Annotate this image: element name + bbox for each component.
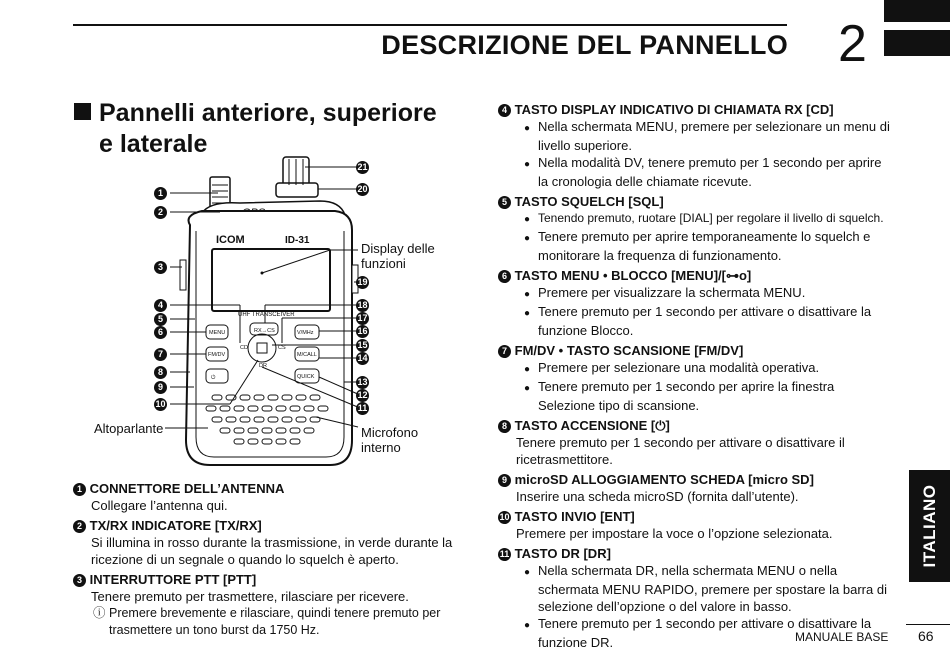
page-title: DESCRIZIONE DEL PANNELLO xyxy=(381,30,788,60)
model-label: ID-31 xyxy=(285,235,310,246)
callout-15: 15 xyxy=(357,340,368,350)
number-1-icon: 1 xyxy=(73,483,86,496)
item-4: 4 TASTO DISPLAY INDICATIVO DI CHIAMATA RX [CD] ● Nella schermata MENU, premere per selezionare un menu di livello superiore. ● Nella modalità DV, tenere premuto per 1 secondo per aprire la cronologia delle chiamate ricevute. xyxy=(498,101,893,190)
section-square-icon xyxy=(74,103,91,120)
callout-1: 1 xyxy=(154,187,167,200)
svg-text:M/CALL: M/CALL xyxy=(297,352,317,358)
number-4-icon: 4 xyxy=(498,104,511,117)
band-label: UHF TRANSCEIVER xyxy=(238,312,295,318)
svg-text:V/MHz: V/MHz xyxy=(297,330,314,336)
callout-3: 3 xyxy=(154,261,167,274)
callout-8: 8 xyxy=(154,366,167,379)
callout-21: 21 xyxy=(357,162,368,172)
info-note: ⓘ Premere brevemente e rilasciare, quindi tenere premuto per trasmettere un tono burst da 1750 Hz. xyxy=(93,606,441,637)
radio-figure xyxy=(90,155,450,470)
info-icon: ⓘ xyxy=(93,606,109,620)
svg-text:QUICK: QUICK xyxy=(297,374,315,380)
svg-text:RX→CS: RX→CS xyxy=(254,328,275,334)
item-1: 1 CONNETTORE DELL’ANTENNA Collegare l’antenna qui. xyxy=(73,480,463,514)
item-9: 9 microSD ALLOGGIAMENTO SCHEDA [micro SD] Inserire una scheda microSD (fornita dall’utente). xyxy=(498,471,893,505)
speaker-label: Altoparlante xyxy=(94,421,164,436)
callout-20: 20 xyxy=(357,184,368,194)
number-9-icon: 9 xyxy=(498,474,511,487)
callout-6: 6 xyxy=(154,326,167,339)
svg-text:DR: DR xyxy=(259,363,267,369)
item-6: 6 TASTO MENU • BLOCCO [MENU]/[⊶o] ● Premere per visualizzare la schermata MENU. ● Tenere premuto per 1 secondo per attivare o disattivare la funzione Blocco. xyxy=(498,267,893,339)
item-5: 5 TASTO SQUELCH [SQL] ● Tenendo premuto, ruotare [DIAL] per regolare il livello di squelch. ● Tenere premuto per aprire temporaneamente lo squelch e monitorare la frequenza di funzionamento. xyxy=(498,193,893,264)
callout-17: 17 xyxy=(357,313,368,323)
callout-10: 10 xyxy=(155,399,166,409)
callout-13: 13 xyxy=(357,377,368,387)
callout-11: 11 xyxy=(357,403,368,413)
item-11: 11 TASTO DR [DR] ● Nella schermata DR, nella schermata MENU o nella schermata MENU RAPIDO, premere per spostare la barra di selezione dell’opzione o del valore in basso. ● Tenere premuto per 1 secondo per attivare o disattivare la funzione DR. xyxy=(498,545,893,651)
section-title: Pannelli anteriore, superiore e laterale xyxy=(74,98,454,160)
page-number-rule xyxy=(906,624,950,625)
number-10-icon: 10 xyxy=(499,512,510,522)
number-3-icon: 3 xyxy=(73,574,86,587)
svg-text:CS: CS xyxy=(278,345,286,351)
left-descriptions xyxy=(73,480,463,642)
chapter-bar-bottom xyxy=(884,30,950,56)
page-number: 66 xyxy=(918,628,934,644)
item-7: 7 FM/DV • TASTO SCANSIONE [FM/DV] ● Premere per selezionare una modalità operativa. ● Tenere premuto per 1 secondo per aprire la finestra Selezione tipo di scansione. xyxy=(498,342,893,414)
chapter-bar-top xyxy=(884,0,950,22)
callout-16: 16 xyxy=(357,326,368,336)
brand-label: ICOM xyxy=(216,234,245,246)
number-6-icon: 6 xyxy=(498,270,511,283)
number-7-icon: 7 xyxy=(498,345,511,358)
number-11-icon: 11 xyxy=(499,549,510,559)
number-8-icon: 8 xyxy=(498,420,511,433)
svg-text:MENU: MENU xyxy=(209,330,226,336)
svg-text:FM/DV: FM/DV xyxy=(208,352,226,358)
callout-2: 2 xyxy=(154,206,167,219)
item-8: 8 TASTO ACCENSIONE [⏻] Tenere premuto per 1 secondo per attivare o disattivare il ricetrasmettitore. xyxy=(498,417,893,468)
right-descriptions xyxy=(498,101,893,654)
callout-7: 7 xyxy=(154,348,167,361)
callout-18: 18 xyxy=(357,300,368,310)
svg-text:⏻: ⏻ xyxy=(211,375,216,381)
item-2: 2 TX/RX INDICATORE [TX/RX] Si illumina in rosso durante la trasmissione, in verde durante la ricezione di un segnale o quando lo squelch è aperto. xyxy=(73,517,463,568)
number-2-icon: 2 xyxy=(73,520,86,533)
callout-5: 5 xyxy=(154,313,167,326)
mic-label: Microfono interno xyxy=(361,425,419,455)
chapter-number: 2 xyxy=(838,15,867,73)
callout-4: 4 xyxy=(154,299,167,312)
footer-manual-label: MANUALE BASE xyxy=(795,630,889,644)
number-5-icon: 5 xyxy=(498,196,511,209)
callout-19: 19 xyxy=(357,277,368,287)
callout-9: 9 xyxy=(154,381,167,394)
callout-14: 14 xyxy=(357,353,368,363)
svg-text:CD: CD xyxy=(240,345,248,351)
header-rule xyxy=(73,24,787,26)
item-10: 10 TASTO INVIO [ENT] Premere per impostare la voce o l’opzione selezionata. xyxy=(499,509,833,541)
language-tab: ITALIANO xyxy=(909,470,950,582)
display-label: Display delle funzioni xyxy=(361,241,435,271)
item-3: 3 INTERRUTTORE PTT [PTT] Tenere premuto per trasmettere, rilasciare per ricevere. ⓘ Premere brevemente e rilasciare, quindi tenere premuto per trasmettere un tono burst da 1750 Hz. xyxy=(73,571,463,639)
callout-12: 12 xyxy=(357,390,368,400)
